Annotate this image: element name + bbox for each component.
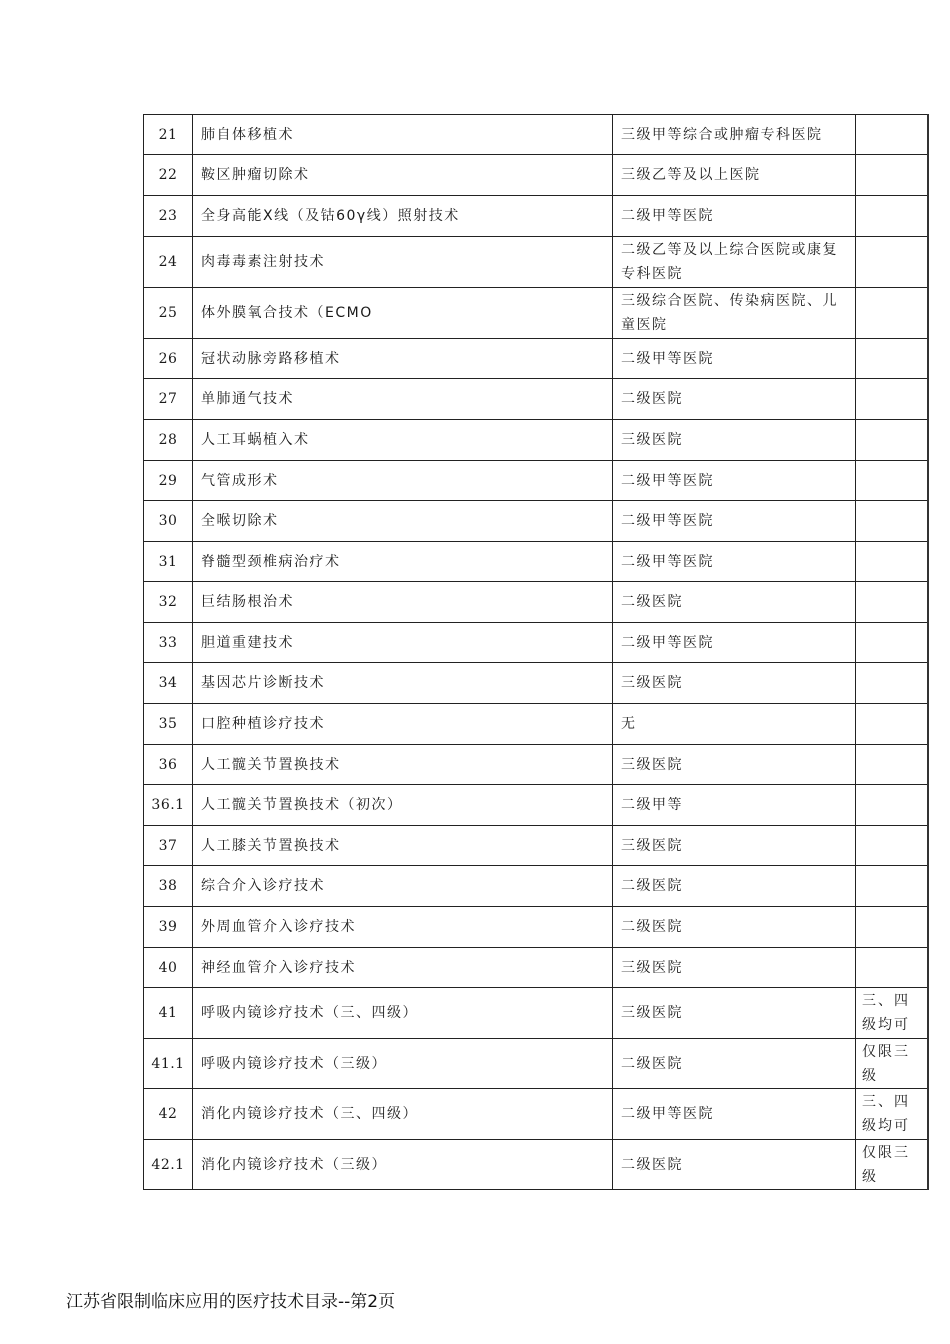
row-number: 33 (144, 623, 193, 663)
row-number: 36 (144, 745, 193, 785)
table-row (144, 501, 928, 542)
table-row (144, 196, 928, 237)
hospital-level: 二级甲等医院 (613, 461, 856, 501)
technology-name: 气管成形术 (193, 461, 613, 501)
hospital-level: 三级乙等及以上医院 (613, 155, 856, 196)
table-row (144, 785, 928, 826)
table-row (144, 623, 928, 663)
table-row (144, 288, 928, 339)
row-number: 42.1 (144, 1140, 193, 1190)
hospital-level: 三级甲等综合或肿瘤专科医院 (613, 115, 856, 155)
row-number: 40 (144, 948, 193, 988)
row-number: 36.1 (144, 785, 193, 826)
technology-name: 消化内镜诊疗技术（三、四级） (193, 1089, 613, 1140)
hospital-level: 二级医院 (613, 907, 856, 948)
row-note (856, 420, 928, 461)
table-row (144, 155, 928, 196)
hospital-level: 三级综合医院、传染病医院、儿童医院 (613, 288, 856, 339)
row-note (856, 339, 928, 379)
technology-name: 外周血管介入诊疗技术 (193, 907, 613, 948)
table-right-border (927, 114, 929, 1190)
row-number: 34 (144, 663, 193, 704)
table-row (144, 1089, 928, 1140)
table-row (144, 237, 928, 288)
row-number: 29 (144, 461, 193, 501)
hospital-level: 二级医院 (613, 1140, 856, 1190)
hospital-level: 二级甲等医院 (613, 1089, 856, 1140)
row-note: 三、四级均可 (856, 1089, 928, 1140)
row-note (856, 866, 928, 907)
technology-name: 全喉切除术 (193, 501, 613, 542)
table-row (144, 988, 928, 1039)
row-number: 30 (144, 501, 193, 542)
hospital-level: 二级甲等医院 (613, 196, 856, 237)
hospital-level: 三级医院 (613, 826, 856, 866)
row-note (856, 196, 928, 237)
technology-name: 体外膜氧合技术（ECMO (193, 288, 613, 339)
row-number: 37 (144, 826, 193, 866)
table-body (144, 115, 928, 1190)
technology-name: 鞍区肿瘤切除术 (193, 155, 613, 196)
table-row (144, 542, 928, 582)
hospital-level: 三级医院 (613, 420, 856, 461)
table-row (144, 379, 928, 420)
hospital-level: 二级甲等医院 (613, 542, 856, 582)
technology-name: 肺自体移植术 (193, 115, 613, 155)
hospital-level: 二级医院 (613, 582, 856, 623)
technology-name: 肉毒毒素注射技术 (193, 237, 613, 288)
table-row (144, 1140, 928, 1190)
technology-table (143, 114, 928, 1190)
row-note: 仅限三级 (856, 1140, 928, 1190)
technology-name: 胆道重建技术 (193, 623, 613, 663)
row-note (856, 461, 928, 501)
hospital-level: 二级医院 (613, 866, 856, 907)
row-number: 38 (144, 866, 193, 907)
row-note (856, 704, 928, 745)
row-note (856, 115, 928, 155)
technology-name: 综合介入诊疗技术 (193, 866, 613, 907)
table-row (144, 745, 928, 785)
technology-name: 巨结肠根治术 (193, 582, 613, 623)
table-row (144, 461, 928, 501)
row-number: 35 (144, 704, 193, 745)
hospital-level: 二级医院 (613, 379, 856, 420)
technology-name: 全身高能X线（及钴60γ线）照射技术 (193, 196, 613, 237)
table-row (144, 663, 928, 704)
hospital-level: 二级甲等医院 (613, 623, 856, 663)
row-note (856, 623, 928, 663)
technology-name: 人工膝关节置换技术 (193, 826, 613, 866)
row-number: 32 (144, 582, 193, 623)
table-row (144, 115, 928, 155)
table-row (144, 582, 928, 623)
hospital-level: 二级医院 (613, 1039, 856, 1089)
hospital-level: 三级医院 (613, 663, 856, 704)
hospital-level: 二级甲等 (613, 785, 856, 826)
hospital-level: 三级医院 (613, 988, 856, 1039)
table-row (144, 420, 928, 461)
table-row (144, 1039, 928, 1089)
technology-name: 呼吸内镜诊疗技术（三、四级） (193, 988, 613, 1039)
row-note (856, 582, 928, 623)
technology-name: 人工髋关节置换技术 (193, 745, 613, 785)
hospital-level: 三级医院 (613, 745, 856, 785)
technology-name: 人工耳蜗植入术 (193, 420, 613, 461)
row-number: 27 (144, 379, 193, 420)
row-number: 22 (144, 155, 193, 196)
row-number: 31 (144, 542, 193, 582)
row-number: 25 (144, 288, 193, 339)
technology-name: 口腔种植诊疗技术 (193, 704, 613, 745)
hospital-level: 无 (613, 704, 856, 745)
technology-name: 神经血管介入诊疗技术 (193, 948, 613, 988)
row-note (856, 663, 928, 704)
table-row (144, 339, 928, 379)
row-note (856, 155, 928, 196)
row-note (856, 542, 928, 582)
row-note (856, 745, 928, 785)
row-note (856, 288, 928, 339)
technology-name: 基因芯片诊断技术 (193, 663, 613, 704)
row-number: 28 (144, 420, 193, 461)
row-note: 仅限三级 (856, 1039, 928, 1089)
hospital-level: 二级乙等及以上综合医院或康复专科医院 (613, 237, 856, 288)
row-number: 39 (144, 907, 193, 948)
row-note (856, 785, 928, 826)
row-note (856, 948, 928, 988)
row-number: 24 (144, 237, 193, 288)
row-note (856, 907, 928, 948)
row-note (856, 826, 928, 866)
technology-name: 冠状动脉旁路移植术 (193, 339, 613, 379)
row-note (856, 379, 928, 420)
technology-name: 呼吸内镜诊疗技术（三级） (193, 1039, 613, 1089)
hospital-level: 二级甲等医院 (613, 501, 856, 542)
table-row (144, 826, 928, 866)
row-note (856, 237, 928, 288)
technology-name: 人工髋关节置换技术（初次） (193, 785, 613, 826)
technology-name: 消化内镜诊疗技术（三级） (193, 1140, 613, 1190)
hospital-level: 三级医院 (613, 948, 856, 988)
row-note (856, 501, 928, 542)
technology-name: 脊髓型颈椎病治疗术 (193, 542, 613, 582)
table-row (144, 907, 928, 948)
table-row (144, 704, 928, 745)
row-note: 三、四级均可 (856, 988, 928, 1039)
row-number: 23 (144, 196, 193, 237)
row-number: 21 (144, 115, 193, 155)
row-number: 41 (144, 988, 193, 1039)
row-number: 26 (144, 339, 193, 379)
technology-name: 单肺通气技术 (193, 379, 613, 420)
row-number: 41.1 (144, 1039, 193, 1089)
table-row (144, 948, 928, 988)
row-number: 42 (144, 1089, 193, 1140)
page-footer: 江苏省限制临床应用的医疗技术目录--第2页 (66, 1292, 396, 1312)
hospital-level: 二级甲等医院 (613, 339, 856, 379)
table-row (144, 866, 928, 907)
